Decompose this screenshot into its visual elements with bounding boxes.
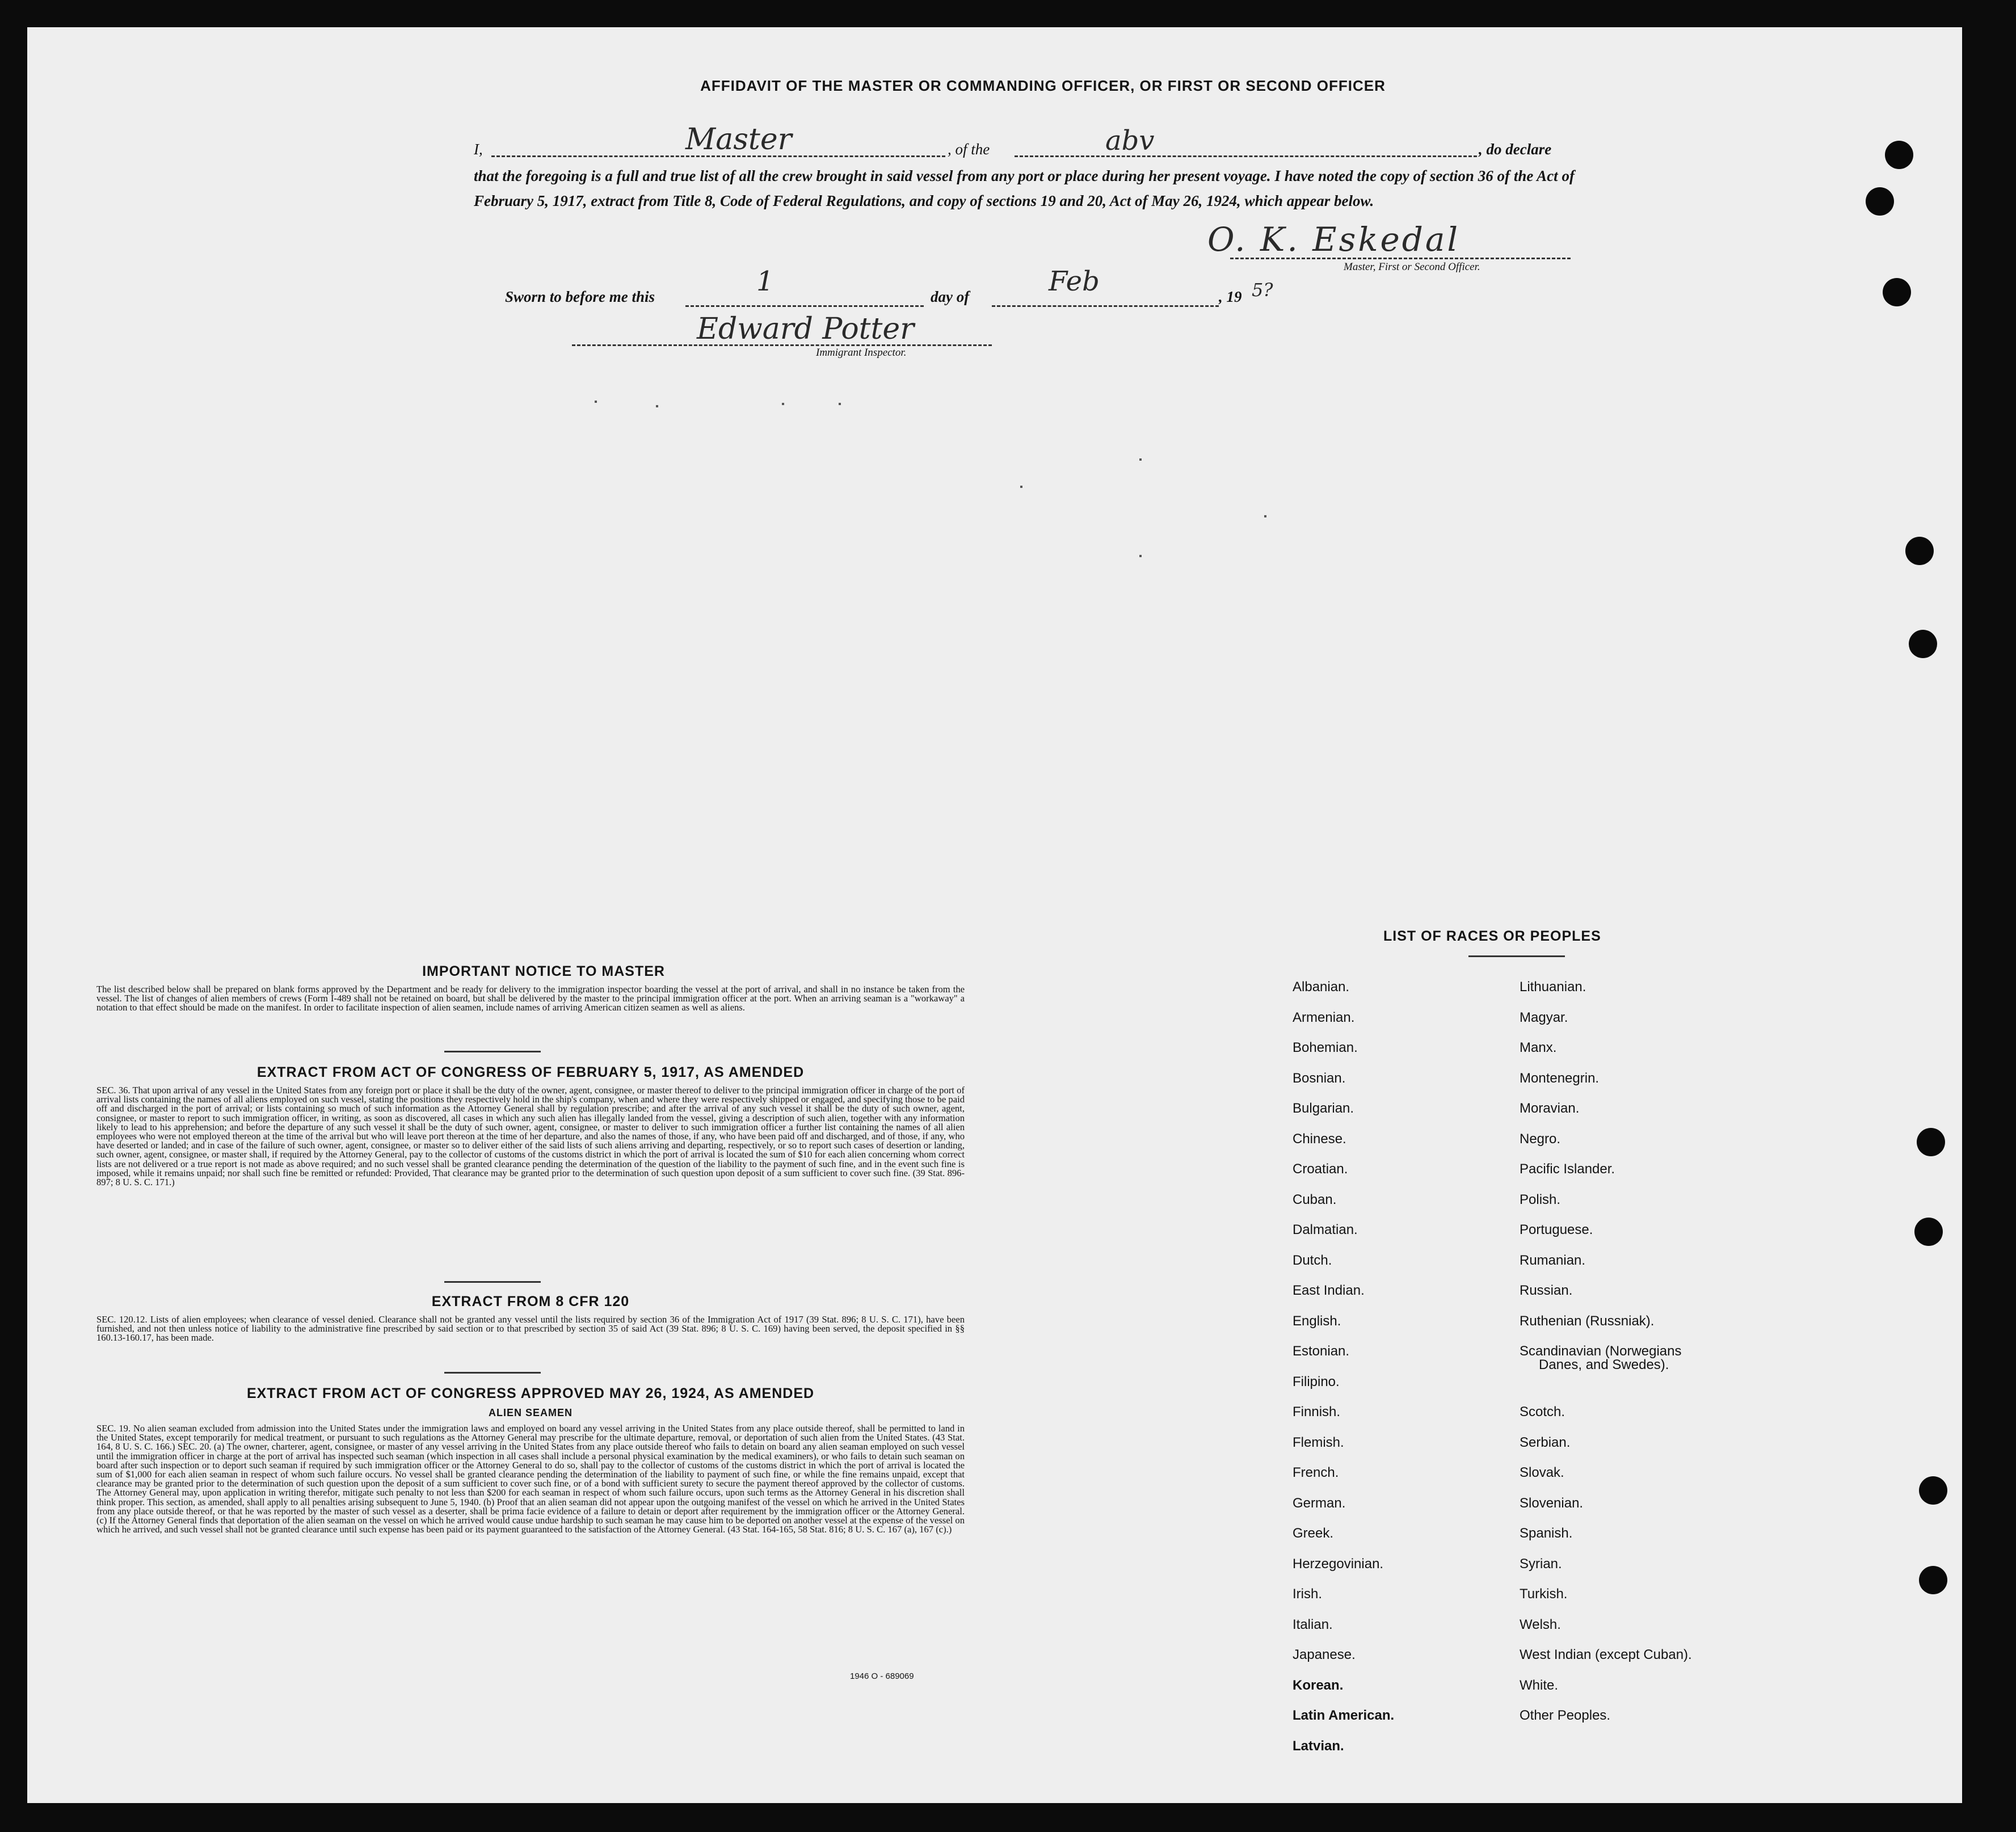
- race-item: Negro.: [1520, 1131, 1561, 1147]
- race-item: Rumanian.: [1520, 1252, 1586, 1268]
- sworn-month-field: [992, 283, 1219, 307]
- punch-hole: [1909, 630, 1937, 658]
- handwritten-vessel: abv: [1105, 125, 1155, 157]
- race-item: Turkish.: [1520, 1586, 1568, 1602]
- punch-hole: [1866, 187, 1894, 216]
- race-item: Other Peoples.: [1520, 1708, 1611, 1723]
- race-item: Croatian.: [1293, 1161, 1348, 1177]
- scan-speck: [839, 403, 841, 405]
- master-signature: O. K. Eskedal: [1207, 220, 1461, 259]
- race-item: Filipino.: [1293, 1374, 1340, 1389]
- race-item: Serbian.: [1520, 1434, 1571, 1450]
- race-item: Albanian.: [1293, 979, 1350, 995]
- race-item: Irish.: [1293, 1586, 1323, 1602]
- punch-hole: [1905, 537, 1934, 565]
- inspector-line: [572, 342, 992, 346]
- race-item: Danes, and Swedes).: [1539, 1357, 1669, 1372]
- affidavit-of-the: , of the: [948, 141, 990, 158]
- race-item: Portuguese.: [1520, 1222, 1593, 1237]
- race-item: Ruthenian (Russniak).: [1520, 1313, 1655, 1329]
- inspector-signature: Edward Potter: [697, 312, 915, 346]
- race-item: Welsh.: [1520, 1616, 1561, 1632]
- scan-speck: [1139, 555, 1142, 557]
- race-item: Slovenian.: [1520, 1495, 1584, 1511]
- notice-text: The list described below shall be prepared on blank forms approved by the Department and be ready for delivery to the immigration inspector boarding the vessel at the port of arrival, and shall in no instance be taken from the vessel. The list of changes of alien members of crews (Form I-489 shall not be retained on board, but shall be delivered by the master to the principal immigration officer at the port. When an arriving seaman is a "workaway" a notation to that effect should be made on the manifest. In order to facilitate inspection of alien seamen, include names of arriving American citizen seamen as well as aliens.: [96, 984, 965, 1013]
- race-item: Slovak.: [1520, 1465, 1564, 1480]
- handwritten-rank: Master: [685, 123, 792, 157]
- affidavit-title: AFFIDAVIT OF THE MASTER OR COMMANDING OFFICER, OR FIRST OR SECOND OFFICER: [700, 77, 1386, 94]
- race-item: Bohemian.: [1293, 1040, 1358, 1055]
- race-item: Dutch.: [1293, 1252, 1332, 1268]
- race-item: French.: [1293, 1465, 1339, 1480]
- scan-speck: [656, 405, 658, 407]
- signature-line: [1230, 255, 1571, 259]
- divider: [444, 1051, 541, 1052]
- divider: [444, 1281, 541, 1283]
- race-item: Russian.: [1520, 1283, 1573, 1298]
- race-item: East Indian.: [1293, 1283, 1365, 1298]
- race-item: Estonian.: [1293, 1344, 1350, 1359]
- affidavit-body: that the foregoing is a full and true list of all the crew brought in said vessel from any port or place during her present voyage. I have noted the copy of section 36 of the Act of February 5, 1917, extract from Title 8, Code of Federal Regulations, and copy of sections 19 and 20, Act of May 26, 1924, which appear below.: [474, 167, 1575, 209]
- races-title: LIST OF RACES OR PEOPLES: [1383, 928, 1601, 944]
- affidavit-line1-prefix: I,: [474, 141, 483, 158]
- race-item: Chinese.: [1293, 1131, 1346, 1147]
- punch-hole: [1917, 1128, 1945, 1156]
- inspector-caption: Immigrant Inspector.: [816, 347, 907, 359]
- race-item: Magyar.: [1520, 1009, 1568, 1025]
- extract-1924-text: SEC. 19. No alien seaman excluded from admission into the United States under the immigration laws and employed on board any vessel arriving in the United States from any place outside thereof, shall be permitted to land in the United States, except temporarily for medical treatment, or pursuant to such regulations as the Attorney General may prescribe for the ultimate departure, removal, or deportation of such alien from the United States. (43 Stat. 164, 8 U. S. C. 166.) SEC. 20. (a) The owner, charterer, agent, consignee, or master of any vessel arriving in the United States from any place outside thereof who fails to detain on board any alien seaman employed on such vessel until the immigration officer in charge at the port of arrival has inspected such seaman (which inspection in all cases shall include a personal physical examination by the medical examiners), or who fails to detain such seaman on board after such inspection or to deport such seaman if required by such immigration officer or the Attorney General to do so, shall pay to the collector of customs of the customs district in which the port of arrival is located the sum of $1,000 for each alien seaman in respect of whom such failure occurs. No vessel shall be granted clearance pending the determination of the liability to payment of such fine, or while the fine remains unpaid, except that clearance may be granted prior to the determination of such question upon the deposit of a sum sufficient to cover such fine, or of a bond with sufficient surety to secure the payment thereof approved by the collector of customs. The Attorney General may, upon application in writing therefor, mitigate such penalty to not less than $200 for each seaman in respect of whom such failure occurs, upon such terms as the Attorney General in his discretion shall think proper. This section, as amended, shall apply to all penalties arising subsequent to June 5, 1940. (b) Proof that an alien seaman did not appear upon the outgoing manifest of the vessel on which he arrived in the United States from any place outside thereof, or that he was reported by the master of such vessel as a deserter, shall be prima facie evidence of a failure to detain or deport after requirement by the immigration officer or the Attorney General. (c) If the Attorney General finds that deportation of the alien seaman on the vessel on which he arrived would cause undue hardship to such seaman he may cause him to be deported on another vessel at the expense of the vessel on which he arrived, and such vessel shall not be granted clearance until such expense has been paid or its payment guaranteed to the satisfaction of the Attorney General. (43 Stat. 164-165, 58 Stat. 816; 8 U. S. C. 167 (a), 167 (c).): [96, 1423, 965, 1535]
- scan-edge: [1962, 0, 2016, 1832]
- race-item: Manx.: [1520, 1040, 1557, 1055]
- notice-title: IMPORTANT NOTICE TO MASTER: [422, 963, 665, 979]
- race-item: Dalmatian.: [1293, 1222, 1358, 1237]
- race-item: Lithuanian.: [1520, 979, 1586, 995]
- scan-speck: [782, 403, 784, 405]
- race-item: Bulgarian.: [1293, 1101, 1354, 1116]
- extract-cfr-text: SEC. 120.12. Lists of alien employees; when clearance of vessel denied. Clearance shall not be granted any vessel until the lists required by section 36 of the Immigration Act of 1917 (39 Stat. 896; 8 U. S. C. 171), have been furnished, and not then unless notice of liability to the administrative fine prescribed by said section or to that prescribed by section 35 of said Act (39 Stat. 896; 8 U. S. C. 169) having been served, the deposit specified in §§ 160.13-160.17, has been made.: [96, 1314, 965, 1344]
- race-item: Spanish.: [1520, 1526, 1573, 1541]
- handwritten-month: Feb: [1049, 266, 1100, 297]
- race-item: Italian.: [1293, 1616, 1333, 1632]
- race-item: Korean.: [1293, 1677, 1344, 1693]
- extract-1924-title: EXTRACT FROM ACT OF CONGRESS APPROVED MAY 26, 1924, AS AMENDED: [246, 1385, 815, 1401]
- race-item: Syrian.: [1520, 1556, 1562, 1572]
- sworn-day-field: [685, 283, 924, 307]
- punch-hole: [1914, 1218, 1943, 1246]
- print-code: 1946 O - 689069: [850, 1671, 914, 1681]
- handwritten-day: 1: [756, 266, 774, 297]
- race-item: West Indian (except Cuban).: [1520, 1647, 1692, 1662]
- race-item: Greek.: [1293, 1526, 1334, 1541]
- scan-speck: [1020, 486, 1022, 488]
- punch-hole: [1919, 1566, 1947, 1594]
- race-item: Flemish.: [1293, 1434, 1344, 1450]
- race-item: Montenegrin.: [1520, 1070, 1600, 1086]
- race-item: Latin American.: [1293, 1708, 1395, 1723]
- extract-cfr-title: EXTRACT FROM 8 CFR 120: [431, 1294, 630, 1309]
- day-of-text: day of: [931, 288, 970, 305]
- race-item: Moravian.: [1520, 1101, 1580, 1116]
- extract-1917-text: SEC. 36. That upon arrival of any vessel in the United States from any foreign port or place it shall be the duty of the owner, agent, consignee, or master thereof to deliver to the principal immigration officer in charge of the port of arrival lists containing the names of all aliens employed on such vessel, stating the positions they respectively hold in the ship's company, when and where they were respectively shipped or engaged, and specifying those to be paid off and discharged in the port of arrival; or lists containing so much of such information as the Attorney General shall by regulation prescribe; and after the arrival of any such vessel it shall be the duty of such owner, agent, consignee, or master to report to such immigration officer, in writing, as soon as discovered, all cases in which any such alien has illegally landed from the vessel, giving a description of such alien, together with any information likely to lead to his apprehension; and before the departure of any such vessel it shall be the duty of such owner, agent, consignee, or master to deliver to such immigration officer a further list containing the names of all alien employees who were not employed thereon at the time of the arrival but who will leave port thereon at the time of her departure, and also the names of those, if any, who have been paid off and discharged, and of those, if any, who have deserted or landed; and in case of the failure of such owner, agent, consignee, or master so to deliver either of the said lists of such aliens arriving and departing, respectively, or so to report such cases of desertion or landing, such owner, agent, consignee, or master shall, if required by the Attorney General, pay to the collector of customs of the customs district in which the port of arrival is located the sum of $10 for each alien concerning whom correct lists are not delivered or a true report is not made as above required; and no such vessel shall be granted clearance pending the determination of the question of the liability to the payment of such fine, and in the event such fine is imposed, while it remains unpaid; nor shall such fine be remitted or refunded: Provided, That clearance may be granted prior to the determination of such question upon deposit of a sum sufficient to cover such fine. (39 Stat. 896-897; 8 U. S. C. 171.): [96, 1085, 965, 1188]
- handwritten-year: 5?: [1252, 279, 1273, 301]
- sworn-text: Sworn to before me this: [505, 288, 655, 305]
- race-item: Polish.: [1520, 1191, 1561, 1207]
- race-item: Scotch.: [1520, 1404, 1565, 1420]
- year-prefix: , 19: [1219, 288, 1242, 305]
- punch-hole: [1919, 1476, 1947, 1505]
- race-item: English.: [1293, 1313, 1341, 1329]
- race-item: White.: [1520, 1677, 1559, 1693]
- scan-speck: [595, 401, 597, 403]
- race-item: Japanese.: [1293, 1647, 1356, 1662]
- affidavit-do-declare: , do declare: [1479, 141, 1552, 158]
- document-page: [27, 27, 1962, 1803]
- race-item: Herzegovinian.: [1293, 1556, 1384, 1572]
- scan-speck: [1139, 458, 1142, 461]
- vessel-field: [1015, 135, 1477, 157]
- race-item: Cuban.: [1293, 1191, 1337, 1207]
- extract-1917-title: EXTRACT FROM ACT OF CONGRESS OF FEBRUARY 5, 1917, AS AMENDED: [256, 1064, 805, 1080]
- race-item: Bosnian.: [1293, 1070, 1346, 1086]
- extract-1924-subtitle: ALIEN SEAMEN: [488, 1407, 573, 1418]
- race-item: Finnish.: [1293, 1404, 1341, 1420]
- punch-hole: [1883, 278, 1911, 306]
- race-item: Pacific Islander.: [1520, 1161, 1615, 1177]
- scan-speck: [1264, 515, 1266, 517]
- punch-hole: [1885, 141, 1913, 169]
- divider: [1468, 955, 1565, 957]
- race-item: Armenian.: [1293, 1009, 1355, 1025]
- race-item: German.: [1293, 1495, 1346, 1511]
- divider: [444, 1372, 541, 1374]
- race-item: Latvian.: [1293, 1738, 1344, 1754]
- race-item: Scandinavian (Norwegians: [1520, 1344, 1682, 1359]
- signature-caption: Master, First or Second Officer.: [1344, 261, 1480, 273]
